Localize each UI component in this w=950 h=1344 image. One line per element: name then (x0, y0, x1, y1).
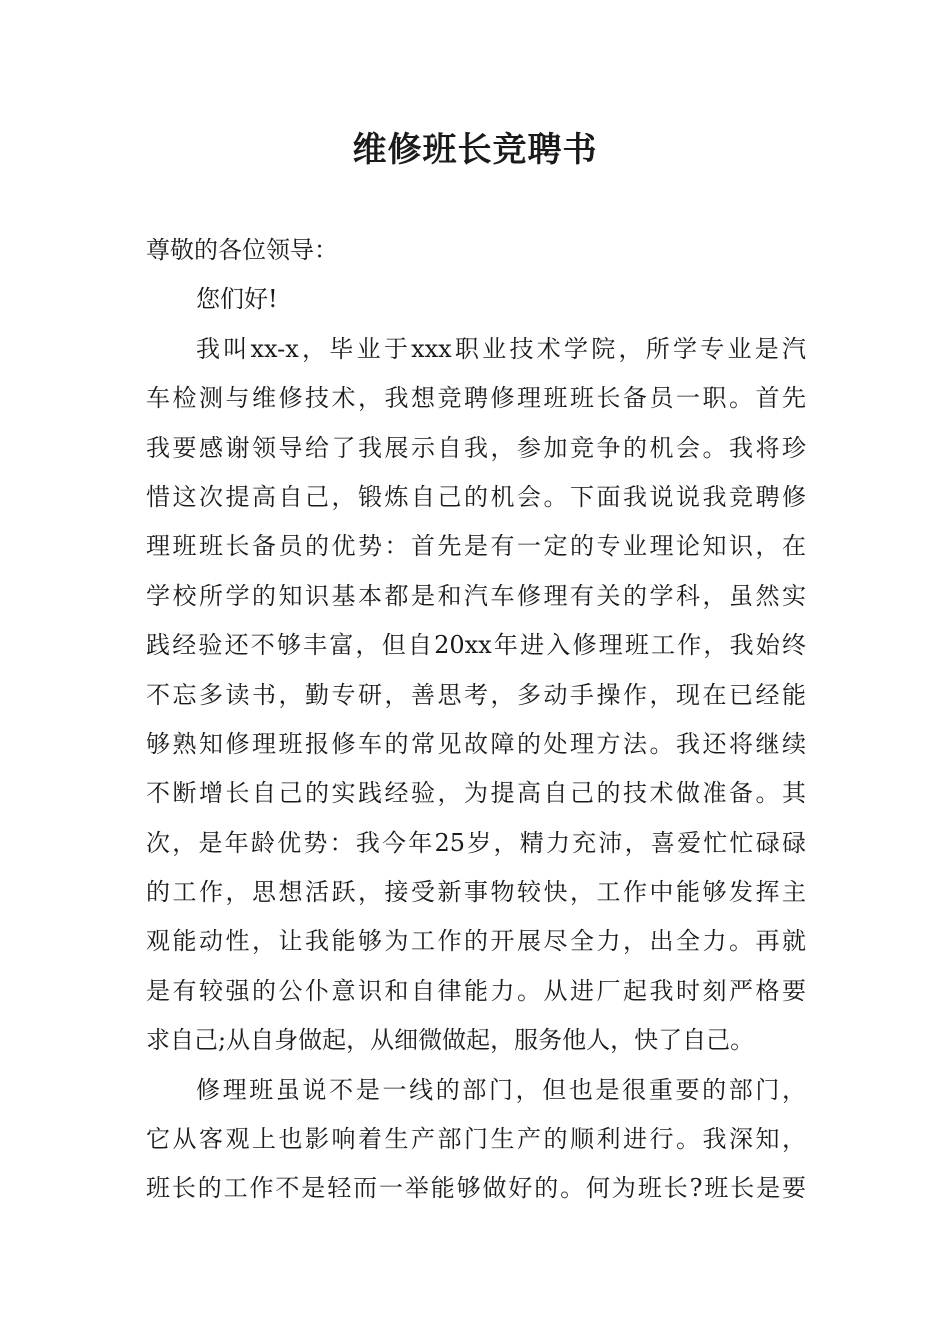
body-line: 惜这次提高自己，锻炼自己的机会。下面我说说我竞聘修 (146, 482, 806, 511)
body-line: 它从客观上也影响着生产部门生产的顺利进行。我深知， (146, 1125, 806, 1154)
body-line: 学校所学的知识基本都是和汽车修理有关的学科，虽然实 (146, 581, 806, 610)
document-body (146, 226, 806, 1214)
body-line: 的工作，思想活跃，接受新事物较快，工作中能够发挥主 (146, 878, 806, 907)
body-line: 不忘多读书，勤专研，善思考，多动手操作，现在已经能 (146, 680, 806, 709)
body-line: 践经验还不够丰富，但自20xx年进入修理班工作，我始终 (146, 631, 806, 660)
body-line: 您们好! (196, 285, 278, 314)
body-line: 理班班长备员的优势：首先是有一定的专业理论知识，在 (146, 532, 806, 561)
body-line: 班长的工作不是轻而一举能够做好的。何为班长?班长是要 (146, 1174, 806, 1203)
body-line: 尊敬的各位领导： (146, 236, 338, 264)
body-line: 是有较强的公仆意识和自律能力。从进厂起我时刻严格要 (146, 976, 806, 1005)
body-line: 求自己;从自身做起，从细微做起，服务他人，快了自己。 (146, 1026, 755, 1055)
body-line: 我要感谢领导给了我展示自我，参加竞争的机会。我将珍 (146, 433, 806, 462)
body-line: 我叫xx-x，毕业于xxx职业技术学院，所学专业是汽 (196, 334, 806, 363)
document-title: 维修班长竞聘书 (352, 130, 598, 170)
body-line: 修理班虽说不是一线的部门，但也是很重要的部门， (196, 1075, 806, 1104)
body-line: 观能动性，让我能够为工作的开展尽全力，出全力。再就 (146, 927, 806, 956)
body-line: 不断增长自己的实践经验，为提高自己的技术做准备。其 (146, 779, 806, 808)
body-line: 够熟知修理班报修车的常见故障的处理方法。我还将继续 (146, 729, 806, 758)
body-line: 次，是年龄优势：我今年25岁，精力充沛，喜爱忙忙碌碌 (146, 828, 806, 857)
body-line: 车检测与维修技术，我想竞聘修理班班长备员一职。首先 (146, 384, 806, 413)
